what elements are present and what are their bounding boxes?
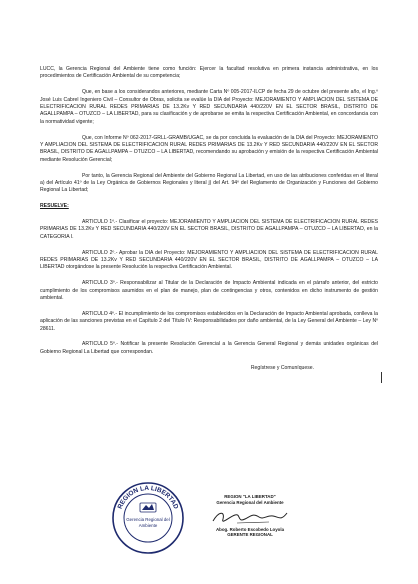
- closing-text: Regístrese y Comuníquese.: [250, 364, 314, 371]
- article-2: ARTICULO 2º.- Aprobar la DIA del Proyecto: MEJORAMIENTO Y AMPLIACION DEL SISTEMA DE ELECTRIFICACION RURAL REDES PRIMARIAS DE 13.2Kv Y RED SECUNDARIA 440/220V EN EL SECTOR BRASIL, DISTRITO DE AGALLPAMPA – OTUZCO – LA LIBERTAD otorgándose la presente Resolución la respectiva Certificación Ambiental.: [40, 249, 378, 271]
- signature-org-line-2: Gerencia Regional del Ambiente: [216, 499, 284, 505]
- margin-mark: [381, 372, 382, 383]
- signature-org-line-1: REGION "LA LIBERTAD": [224, 494, 276, 499]
- document-body: [40, 66, 378, 380]
- article-5: ARTICULO 5º.- Notificar la presente Resolución Gerencial a la Gerencia General Regional y demás unidades orgánicas del Gobierno Regional La Libertad que correspondan.: [40, 341, 378, 355]
- paragraph-report: Que, con Informe Nº 062-2017-GRLL-GRAMB/UGAC, se da por concluida la evaluación de la DIA del Proyecto: MEJORAMIENTO Y AMPLIACION DEL SISTEMA DE ELECTRIFICACION RURAL REDES PRIMARIAS DE 13.2Kv Y RED SECUNDARIA 440/220V EN EL SECTOR BRASIL, DISTRITO DE AGALLPAMPA – OTUZCO – LA LIBERTAD, recomendando su aprobación y emisión de la respectiva Certificación Ambiental mediante Resolución Gerencial;: [40, 134, 378, 163]
- seal-emblem-icon: [140, 503, 156, 512]
- svg-text:REGION LA LIBERTAD: [117, 485, 180, 510]
- paragraph-request: Que, en base a los considerandos anteriores, mediante Carta Nº 005-2017-ILCP de fecha 29 de octubre del presente año, el Ing.º José Luis Cabrel Ingeniero Civil – Consultor de Obras, solicita se evalúe la DIA del Proyecto: MEJORAMIENTO Y AMPLIACION DEL SISTEMA DE ELECTRIFICACION RURAL REDES PRIMARIAS DE 13.2Kv Y RED SECUNDARIA 440/220V EN EL SECTOR BRASIL, DISTRITO DE AGALLPAMPA – OTUZCO – LA LIBERTAD, para su clasificación y de aprobarse se emita la respectiva Certificación Ambiental, en concordancia con la normatividad vigente;: [40, 89, 378, 125]
- article-1: ARTICULO 1º.- Clasificar el proyecto: MEJORAMIENTO Y AMPLIACION DEL SISTEMA DE ELECTRIFICACION RURAL REDES PRIMARIAS DE 13.2Kv Y RED SECUNDARIA 440/220V EN EL SECTOR BRASIL, DISTRITO DE AGALLPAMPA – OTUZCO – LA LIBERTAD, en la CATEGORIA I.: [40, 219, 378, 240]
- article-4: ARTICULO 4º.- El incumplimiento de los compromisos establecidos en la Declaración de Impacto Ambiental aprobada, conlleva la aplicación de las sanciones previstas en el Capítulo 2 del Título IV: Responsabilidades por daño ambiental, de la Ley General del Ambiente – Ley Nº 28611.: [40, 310, 378, 332]
- seal-ring-text: REGION LA LIBERTAD: [116, 484, 180, 511]
- resolves-heading: RESUELVE:: [40, 203, 69, 210]
- signer-title: GERENTE REGIONAL: [227, 532, 273, 538]
- handwritten-signature: [207, 507, 293, 527]
- paragraph-authority: Por tanto, la Gerencia Regional del Ambiente del Gobierno Regional La Libertad, en uso de las atribuciones conferidas en el literal a) del Artículo 41º de la Ley Orgánica de Gobiernos Regionales y literal j) del Art. 94º del Reglamento de Organización y Funciones del Gobierno Regional La Libertad;: [40, 172, 378, 194]
- signer-name: Abog. Roberto Escobedo Loyola: [215, 526, 285, 532]
- paragraph-intro: LUCC, la Gerencia Regional del Ambiente tiene como función: Ejercer la facultad resolutiva en primera instancia administrativa, en los procedimientos de Certificación Ambiental de su competencia;: [40, 66, 378, 80]
- article-3: ARTICULO 3º.- Responsabilizar al Titular de la Declaración de Impacto Ambiental indicada en el párrafo anterior, del estricto cumplimiento de los compromisos asumidos en el plan de manejo, plan de contingencias y otros, contenidos en dicho instrumento de gestión ambiental.: [40, 280, 378, 302]
- signature-block: [198, 494, 302, 538]
- seal-center-line-1: Gerencia Regional del: [126, 517, 170, 522]
- official-seal: [111, 481, 185, 555]
- seal-center-line-2: Ambiente: [138, 523, 158, 528]
